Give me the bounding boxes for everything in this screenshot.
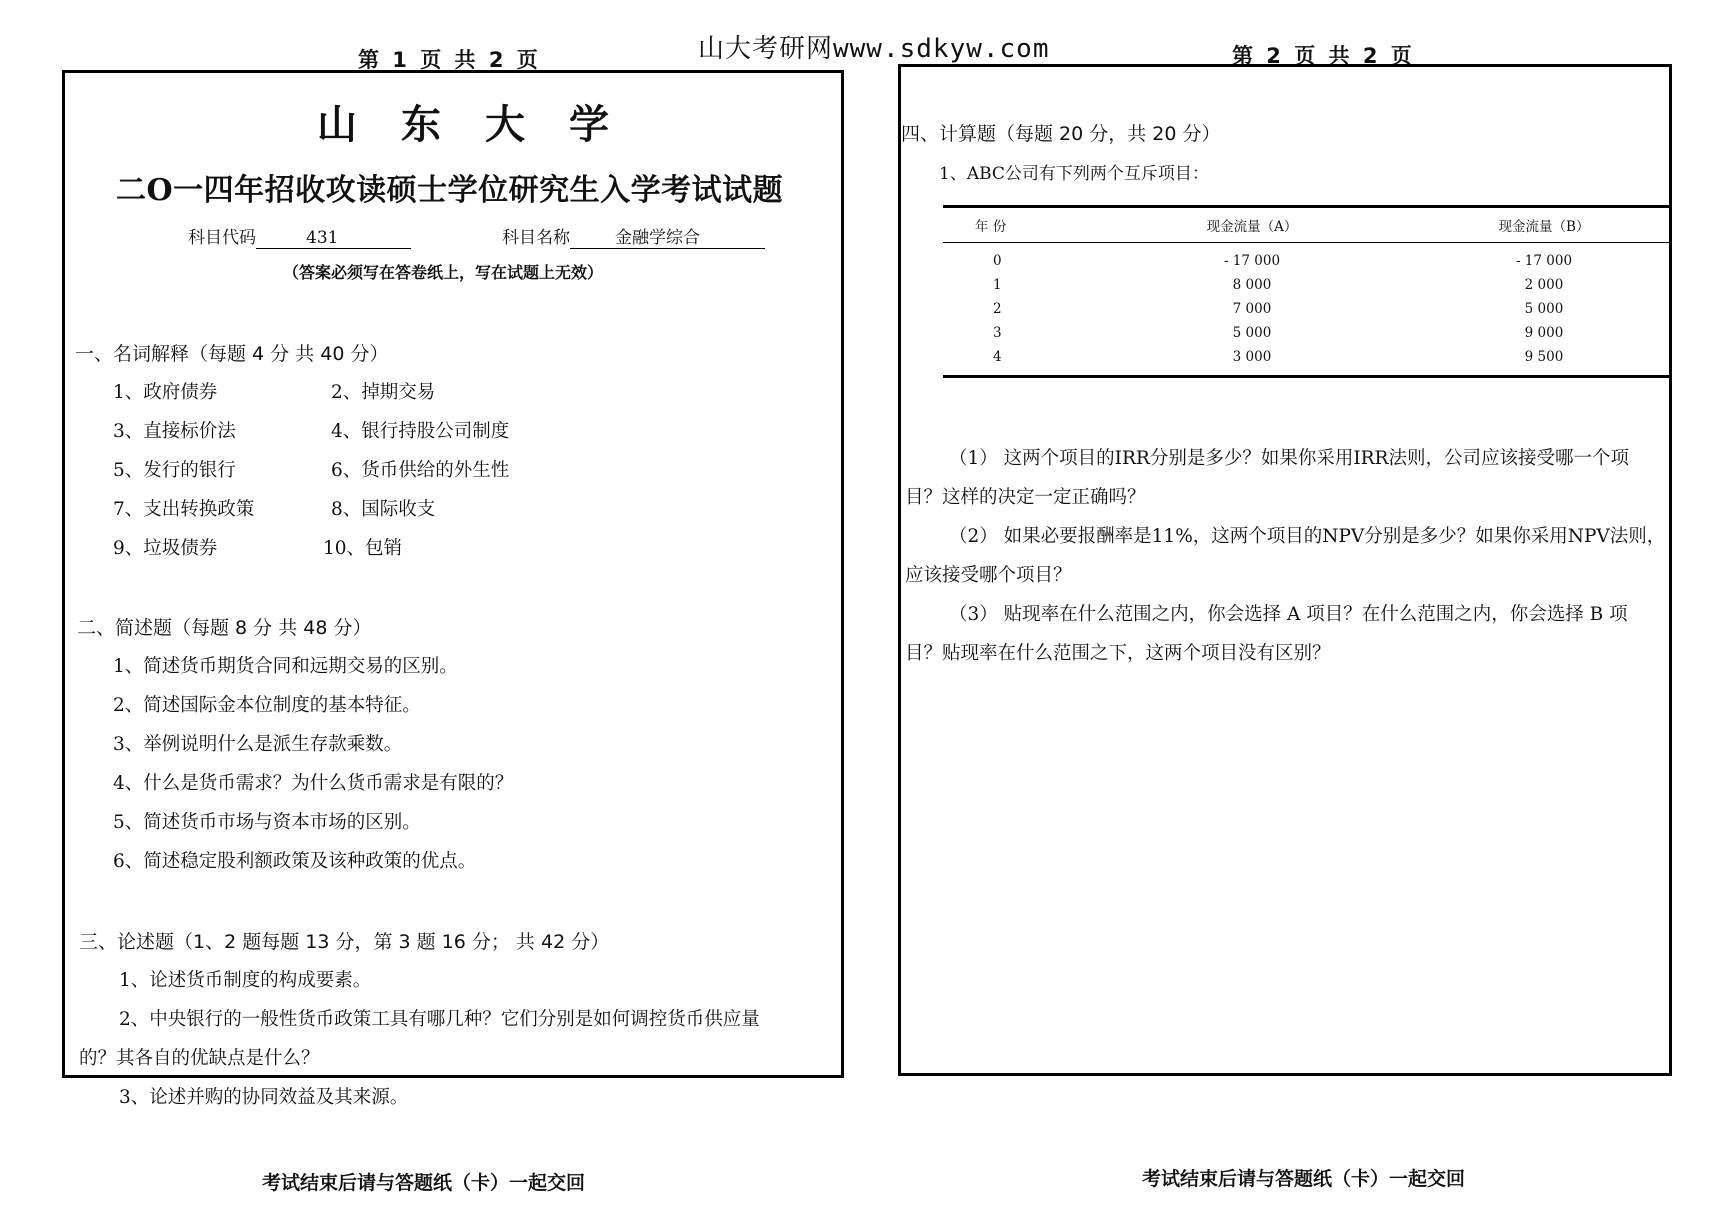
footer-right: 考试结束后请与答题纸（卡）一起交回 [1142, 1168, 1466, 1190]
term-7: 7、支出转换政策 [113, 499, 255, 520]
sub-question-2-cont: 应该接受哪个项目？ [905, 565, 1072, 586]
table-row [943, 297, 1669, 321]
table-header-row [943, 208, 1669, 243]
cell-year: 0 [993, 253, 1002, 269]
term-2: 2、掉期交易 [331, 382, 436, 403]
short-question-4: 4、什么是货币需求？为什么货币需求是有限的？ [113, 773, 514, 794]
footer-left: 考试结束后请与答题纸（卡）一起交回 [262, 1172, 586, 1194]
cash-flow-table [943, 205, 1669, 378]
short-question-6: 6、简述稳定股利额政策及该种政策的优点。 [113, 851, 477, 872]
table-row [943, 273, 1669, 297]
section2-title: 二、简述题（每题 8 分 共 48 分） [77, 617, 372, 639]
term-3: 3、直接标价法 [113, 421, 236, 442]
short-question-1: 1、简述货币期货合同和远期交易的区别。 [113, 656, 458, 677]
term-6: 6、货币供给的外生性 [331, 460, 510, 481]
term-10: 10、包销 [323, 538, 403, 559]
answer-note: （答案必须写在答卷纸上，写在试题上无效） [283, 263, 604, 282]
term-1: 1、政府债券 [113, 382, 218, 403]
cell-cash-b: 9 500 [1524, 349, 1564, 365]
page-number-left: 第 1 页 共 2 页 [358, 48, 541, 72]
cell-cash-b: 2 000 [1524, 277, 1564, 293]
header-cash-flow-b: 现金流量（B） [1498, 219, 1590, 235]
exam-title: 二O一四年招收攻读硕士学位研究生入学考试试题 [116, 173, 784, 208]
term-4: 4、银行持股公司制度 [331, 421, 510, 442]
sub-question-1: （1） 这两个项目的IRR分别是多少？如果你采用IRR法则，公司应该接受哪一个项 [949, 448, 1629, 469]
page-number-right: 第 2 页 共 2 页 [1232, 44, 1415, 68]
cell-year: 3 [993, 325, 1002, 341]
essay-question-3: 3、论述并购的协同效益及其来源。 [119, 1087, 409, 1108]
cell-year: 4 [993, 349, 1002, 365]
cell-cash-b: - 17 000 [1515, 253, 1573, 269]
cell-cash-b: 9 000 [1524, 325, 1564, 341]
cell-cash-a: - 17 000 [1223, 253, 1281, 269]
cell-cash-b: 5 000 [1524, 301, 1564, 317]
subject-code-row [188, 223, 411, 249]
subject-code-value: 431 [256, 228, 411, 249]
subject-name-value: 金融学综合 [570, 223, 765, 249]
term-8: 8、国际收支 [331, 499, 436, 520]
calc-question-intro: 1、ABC公司有下列两个互斥项目： [939, 164, 1209, 184]
subject-name-row [502, 223, 765, 249]
essay-question-2: 2、中央银行的一般性货币政策工具有哪几种？它们分别是如何调控货币供应量 [119, 1009, 760, 1030]
term-5: 5、发行的银行 [113, 460, 236, 481]
section1-title: 一、名词解释（每题 4 分 共 40 分） [75, 343, 389, 365]
subject-code-label: 科目代码 [188, 228, 256, 248]
university-name: 山东大学 [317, 101, 653, 148]
section3-title: 三、论述题（1、2 题每题 13 分，第 3 题 16 分； 共 42 分） [79, 931, 610, 953]
header-year: 年 份 [975, 219, 1007, 235]
header-cash-flow-a: 现金流量（A） [1206, 219, 1298, 235]
page1-frame [62, 70, 844, 1108]
page2-frame [898, 64, 1672, 1076]
site-watermark: 山大考研网www.sdkyw.com [698, 34, 1050, 64]
subject-name-label: 科目名称 [502, 228, 570, 248]
sub-question-1-cont: 目？这样的决定一定正确吗？ [905, 487, 1146, 508]
term-9: 9、垃圾债券 [113, 538, 218, 559]
table-row [943, 345, 1669, 375]
cell-year: 2 [993, 301, 1002, 317]
cell-cash-a: 3 000 [1232, 349, 1272, 365]
table-row [943, 243, 1669, 274]
short-question-5: 5、简述货币市场与资本市场的区别。 [113, 812, 421, 833]
short-question-3: 3、举例说明什么是派生存款乘数。 [113, 734, 403, 755]
essay-question-2-cont: 的？其各自的优缺点是什么？ [79, 1048, 320, 1069]
sub-question-3-cont: 目？贴现率在什么范围之下，这两个项目没有区别？ [905, 643, 1331, 664]
cell-cash-a: 7 000 [1232, 301, 1272, 317]
essay-question-1: 1、论述货币制度的构成要素。 [119, 970, 372, 991]
sub-question-3: （3） 贴现率在什么范围之内，你会选择 A 项目？在什么范围之内，你会选择 B 项 [949, 604, 1628, 625]
sub-question-2: （2） 如果必要报酬率是11%，这两个项目的NPV分别是多少？如果你采用NPV法则， [949, 526, 1666, 547]
cell-year: 1 [993, 277, 1002, 293]
table-row [943, 321, 1669, 345]
cell-cash-a: 8 000 [1232, 277, 1272, 293]
cell-cash-a: 5 000 [1232, 325, 1272, 341]
section4-title: 四、计算题（每题 20 分，共 20 分） [901, 123, 1221, 145]
short-question-2: 2、简述国际金本位制度的基本特征。 [113, 695, 421, 716]
